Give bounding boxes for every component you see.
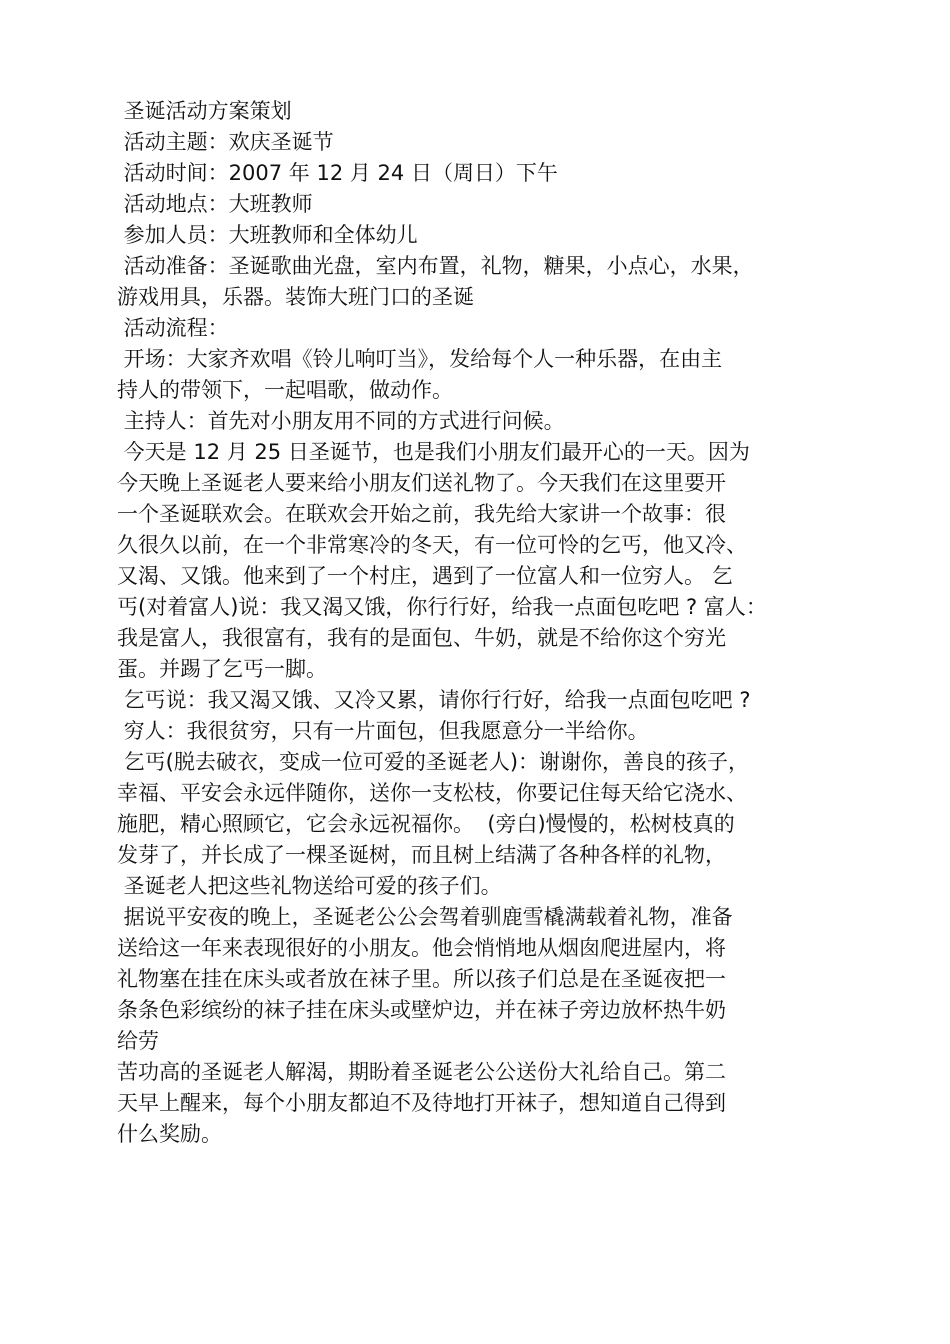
text-line: 参加人员：大班教师和全体幼儿 [117, 223, 418, 247]
text-line: 施肥，精心照顾它，它会永远祝福你。 (旁白)慢慢的，松树枝真的 [117, 812, 735, 836]
text-line: 活动主题：欢庆圣诞节 [117, 130, 334, 154]
text-line: 天早上醒来，每个小朋友都迫不及待地打开袜子，想知道自己得到 [117, 1091, 726, 1115]
text-line: 游戏用具，乐器。装饰大班门口的圣诞 [117, 285, 474, 309]
text-line: 礼物塞在挂在床头或者放在袜子里。所以孩子们总是在圣诞夜把一 [117, 967, 726, 991]
text-line: 久很久以前，在一个非常寒冷的冬天，有一位可怜的乞丐，他又冷、 [117, 533, 747, 557]
text-line: 持人的带领下，一起唱歌，做动作。 [117, 378, 453, 402]
document-title: 圣诞活动方案策划 [117, 99, 292, 123]
text-line: 一个圣诞联欢会。在联欢会开始之前，我先给大家讲一个故事：很 [117, 502, 726, 526]
text-line: 今天晚上圣诞老人要来给小朋友们送礼物了。今天我们在这里要开 [117, 471, 726, 495]
text-line: 苦功高的圣诞老人解渴，期盼着圣诞老公公送份大礼给自己。第二 [117, 1060, 726, 1084]
text-line: 乞丐说：我又渴又饿、又冷又累，请你行行好，给我一点面包吃吧 ? [117, 688, 751, 712]
text-line: 给劳 [117, 1029, 159, 1053]
text-line: 乞丐(脱去破衣，变成一位可爱的圣诞老人)：谢谢你，善良的孩子， [117, 750, 750, 774]
text-line: 我是富人，我很富有，我有的是面包、牛奶，就是不给你这个穷光 [117, 626, 726, 650]
text-line: 活动地点：大班教师 [117, 192, 313, 216]
text-line: 幸福、平安会永远伴随你，送你一支松枝，你要记住每天给它浇水、 [117, 781, 747, 805]
text-line: 发芽了，并长成了一棵圣诞树，而且树上结满了各种各样的礼物， [117, 843, 726, 867]
text-line: 条条色彩缤纷的袜子挂在床头或壁炉边，并在袜子旁边放杯热牛奶 [117, 998, 726, 1022]
text-line: 活动准备：圣诞歌曲光盘，室内布置，礼物，糖果，小点心，水果， [117, 254, 754, 278]
text-line: 丐(对着富人)说：我又渴又饿，你行行好，给我一点面包吃吧 ? 富人： [117, 595, 767, 619]
text-line: 主持人：首先对小朋友用不同的方式进行问候。 [117, 409, 565, 433]
text-line: 今天是 12 月 25 日圣诞节，也是我们小朋友们最开心的一天。因为 [117, 440, 750, 464]
text-line: 开场：大家齐欢唱《铃儿响叮当》，发给每个人一种乐器，在由主 [117, 347, 723, 371]
text-line: 穷人：我很贫穷，只有一片面包，但我愿意分一半给你。 [117, 719, 649, 743]
text-line: 活动时间：2007 年 12 月 24 日（周日）下午 [117, 161, 558, 185]
text-line: 活动流程： [117, 316, 229, 340]
document-body [117, 96, 857, 1150]
text-line: 据说平安夜的晚上，圣诞老公公会驾着驯鹿雪橇满载着礼物，准备 [117, 905, 733, 929]
text-line: 什么奖励。 [117, 1122, 222, 1146]
text-line: 圣诞老人把这些礼物送给可爱的孩子们。 [117, 874, 502, 898]
text-line: 送给这一年来表现很好的小朋友。他会悄悄地从烟囱爬进屋内，将 [117, 936, 726, 960]
text-line: 蛋。并踢了乞丐一脚。 [117, 657, 327, 681]
text-line: 又渴、又饿。他来到了一个村庄，遇到了一位富人和一位穷人。 乞 [117, 564, 733, 588]
